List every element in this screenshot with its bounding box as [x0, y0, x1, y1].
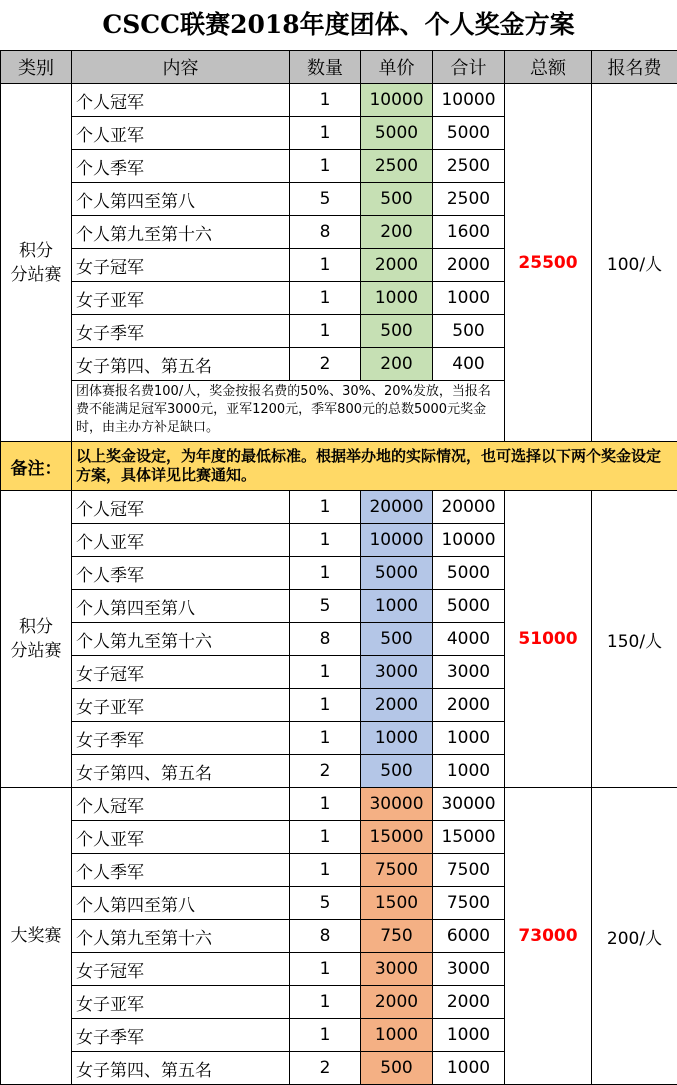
- quantity-cell: 1: [290, 722, 361, 755]
- table-row: [1, 491, 677, 524]
- section-total: 51000: [505, 491, 592, 788]
- unit-price-cell: 1000: [361, 282, 433, 315]
- unit-price-cell: 200: [361, 216, 433, 249]
- unit-price-cell: 5000: [361, 557, 433, 590]
- content-cell: 个人季军: [72, 854, 290, 887]
- header-quantity: 数量: [290, 51, 361, 84]
- unit-price-cell: 30000: [361, 788, 433, 821]
- subtotal-cell: 3000: [433, 656, 505, 689]
- subtotal-cell: 7500: [433, 854, 505, 887]
- subtotal-cell: 1000: [433, 1052, 505, 1085]
- content-cell: 个人亚军: [72, 117, 290, 150]
- subtotal-cell: 400: [433, 348, 505, 381]
- content-cell: 个人第九至第十六: [72, 920, 290, 953]
- header-total: 总额: [505, 51, 592, 84]
- unit-price-cell: 1000: [361, 590, 433, 623]
- section-total: 25500: [505, 84, 592, 442]
- unit-price-cell: 3000: [361, 953, 433, 986]
- content-cell: 女子第四、第五名: [72, 348, 290, 381]
- content-cell: 个人季军: [72, 150, 290, 183]
- content-cell: 女子冠军: [72, 249, 290, 282]
- subtotal-cell: 30000: [433, 788, 505, 821]
- table-row: [1, 788, 677, 821]
- quantity-cell: 1: [290, 953, 361, 986]
- content-cell: 女子亚军: [72, 986, 290, 1019]
- quantity-cell: 8: [290, 623, 361, 656]
- header-unit-price: 单价: [361, 51, 433, 84]
- quantity-cell: 1: [290, 491, 361, 524]
- subtotal-cell: 15000: [433, 821, 505, 854]
- category-cell: 积分 分站赛: [1, 491, 72, 788]
- subtotal-cell: 2000: [433, 249, 505, 282]
- unit-price-cell: 2000: [361, 249, 433, 282]
- subtotal-cell: 4000: [433, 623, 505, 656]
- section-total: 73000: [505, 788, 592, 1085]
- quantity-cell: 2: [290, 1052, 361, 1085]
- quantity-cell: 5: [290, 590, 361, 623]
- content-cell: 女子第四、第五名: [72, 1052, 290, 1085]
- unit-price-cell: 2500: [361, 150, 433, 183]
- unit-price-cell: 500: [361, 1052, 433, 1085]
- unit-price-cell: 3000: [361, 656, 433, 689]
- header-content: 内容: [72, 51, 290, 84]
- unit-price-cell: 7500: [361, 854, 433, 887]
- quantity-cell: 2: [290, 755, 361, 788]
- header-category: 类别: [1, 51, 72, 84]
- subtotal-cell: 1600: [433, 216, 505, 249]
- category-cell: 积分 分站赛: [1, 84, 72, 442]
- subtotal-cell: 2500: [433, 150, 505, 183]
- entry-fee: 200/人: [592, 788, 677, 1085]
- quantity-cell: 1: [290, 1019, 361, 1052]
- content-cell: 个人第九至第十六: [72, 216, 290, 249]
- subtotal-cell: 1000: [433, 1019, 505, 1052]
- entry-fee: 150/人: [592, 491, 677, 788]
- quantity-cell: 1: [290, 656, 361, 689]
- unit-price-cell: 200: [361, 348, 433, 381]
- subtotal-cell: 2500: [433, 183, 505, 216]
- quantity-cell: 1: [290, 986, 361, 1019]
- unit-price-cell: 500: [361, 183, 433, 216]
- quantity-cell: 1: [290, 854, 361, 887]
- team-note: 团体赛报名费100/人，奖金按报名费的50%、30%、20%发放，当报名费不能满足冠军3000元，亚军1200元，季军800元的总数5000元奖金时，由主办方补足缺口。: [72, 381, 505, 442]
- prize-table: [0, 50, 677, 1085]
- content-cell: 女子亚军: [72, 282, 290, 315]
- content-cell: 个人第四至第八: [72, 183, 290, 216]
- subtotal-cell: 2000: [433, 986, 505, 1019]
- header-subtotal: 合计: [433, 51, 505, 84]
- unit-price-cell: 10000: [361, 524, 433, 557]
- unit-price-cell: 10000: [361, 84, 433, 117]
- header-row: [1, 51, 677, 84]
- quantity-cell: 1: [290, 557, 361, 590]
- quantity-cell: 1: [290, 84, 361, 117]
- subtotal-cell: 3000: [433, 953, 505, 986]
- subtotal-cell: 1000: [433, 755, 505, 788]
- entry-fee: 100/人: [592, 84, 677, 442]
- unit-price-cell: 500: [361, 623, 433, 656]
- subtotal-cell: 2000: [433, 689, 505, 722]
- content-cell: 女子冠军: [72, 953, 290, 986]
- content-cell: 个人第四至第八: [72, 590, 290, 623]
- unit-price-cell: 15000: [361, 821, 433, 854]
- quantity-cell: 1: [290, 150, 361, 183]
- content-cell: 女子亚军: [72, 689, 290, 722]
- subtotal-cell: 500: [433, 315, 505, 348]
- content-cell: 女子第四、第五名: [72, 755, 290, 788]
- subtotal-cell: 10000: [433, 84, 505, 117]
- category-cell: 大奖赛: [1, 788, 72, 1085]
- content-cell: 个人第四至第八: [72, 887, 290, 920]
- unit-price-cell: 500: [361, 755, 433, 788]
- content-cell: 女子季军: [72, 315, 290, 348]
- header-entry-fee: 报名费: [592, 51, 677, 84]
- remark-label: 备注：: [1, 442, 72, 491]
- page-title: CSCC联赛2018年度团体、个人奖金方案: [0, 0, 677, 50]
- content-cell: 个人冠军: [72, 491, 290, 524]
- content-cell: 个人第九至第十六: [72, 623, 290, 656]
- quantity-cell: 1: [290, 524, 361, 557]
- subtotal-cell: 20000: [433, 491, 505, 524]
- remark-row: [1, 442, 677, 491]
- quantity-cell: 1: [290, 315, 361, 348]
- content-cell: 女子季军: [72, 1019, 290, 1052]
- content-cell: 女子季军: [72, 722, 290, 755]
- subtotal-cell: 1000: [433, 722, 505, 755]
- unit-price-cell: 1500: [361, 887, 433, 920]
- unit-price-cell: 1000: [361, 1019, 433, 1052]
- quantity-cell: 1: [290, 249, 361, 282]
- unit-price-cell: 2000: [361, 689, 433, 722]
- quantity-cell: 5: [290, 887, 361, 920]
- quantity-cell: 5: [290, 183, 361, 216]
- quantity-cell: 1: [290, 282, 361, 315]
- quantity-cell: 8: [290, 920, 361, 953]
- content-cell: 个人亚军: [72, 821, 290, 854]
- quantity-cell: 1: [290, 117, 361, 150]
- subtotal-cell: 10000: [433, 524, 505, 557]
- subtotal-cell: 7500: [433, 887, 505, 920]
- content-cell: 个人冠军: [72, 84, 290, 117]
- unit-price-cell: 500: [361, 315, 433, 348]
- unit-price-cell: 2000: [361, 986, 433, 1019]
- unit-price-cell: 750: [361, 920, 433, 953]
- unit-price-cell: 1000: [361, 722, 433, 755]
- table-row: [1, 84, 677, 117]
- remark-text: 以上奖金设定，为年度的最低标准。根据举办地的实际情况，也可选择以下两个奖金设定方案，具体详见比赛通知。: [72, 442, 677, 491]
- quantity-cell: 1: [290, 821, 361, 854]
- subtotal-cell: 1000: [433, 282, 505, 315]
- content-cell: 个人季军: [72, 557, 290, 590]
- subtotal-cell: 5000: [433, 117, 505, 150]
- quantity-cell: 1: [290, 788, 361, 821]
- quantity-cell: 2: [290, 348, 361, 381]
- content-cell: 女子冠军: [72, 656, 290, 689]
- subtotal-cell: 5000: [433, 557, 505, 590]
- unit-price-cell: 20000: [361, 491, 433, 524]
- quantity-cell: 8: [290, 216, 361, 249]
- subtotal-cell: 6000: [433, 920, 505, 953]
- content-cell: 个人冠军: [72, 788, 290, 821]
- content-cell: 个人亚军: [72, 524, 290, 557]
- subtotal-cell: 5000: [433, 590, 505, 623]
- quantity-cell: 1: [290, 689, 361, 722]
- unit-price-cell: 5000: [361, 117, 433, 150]
